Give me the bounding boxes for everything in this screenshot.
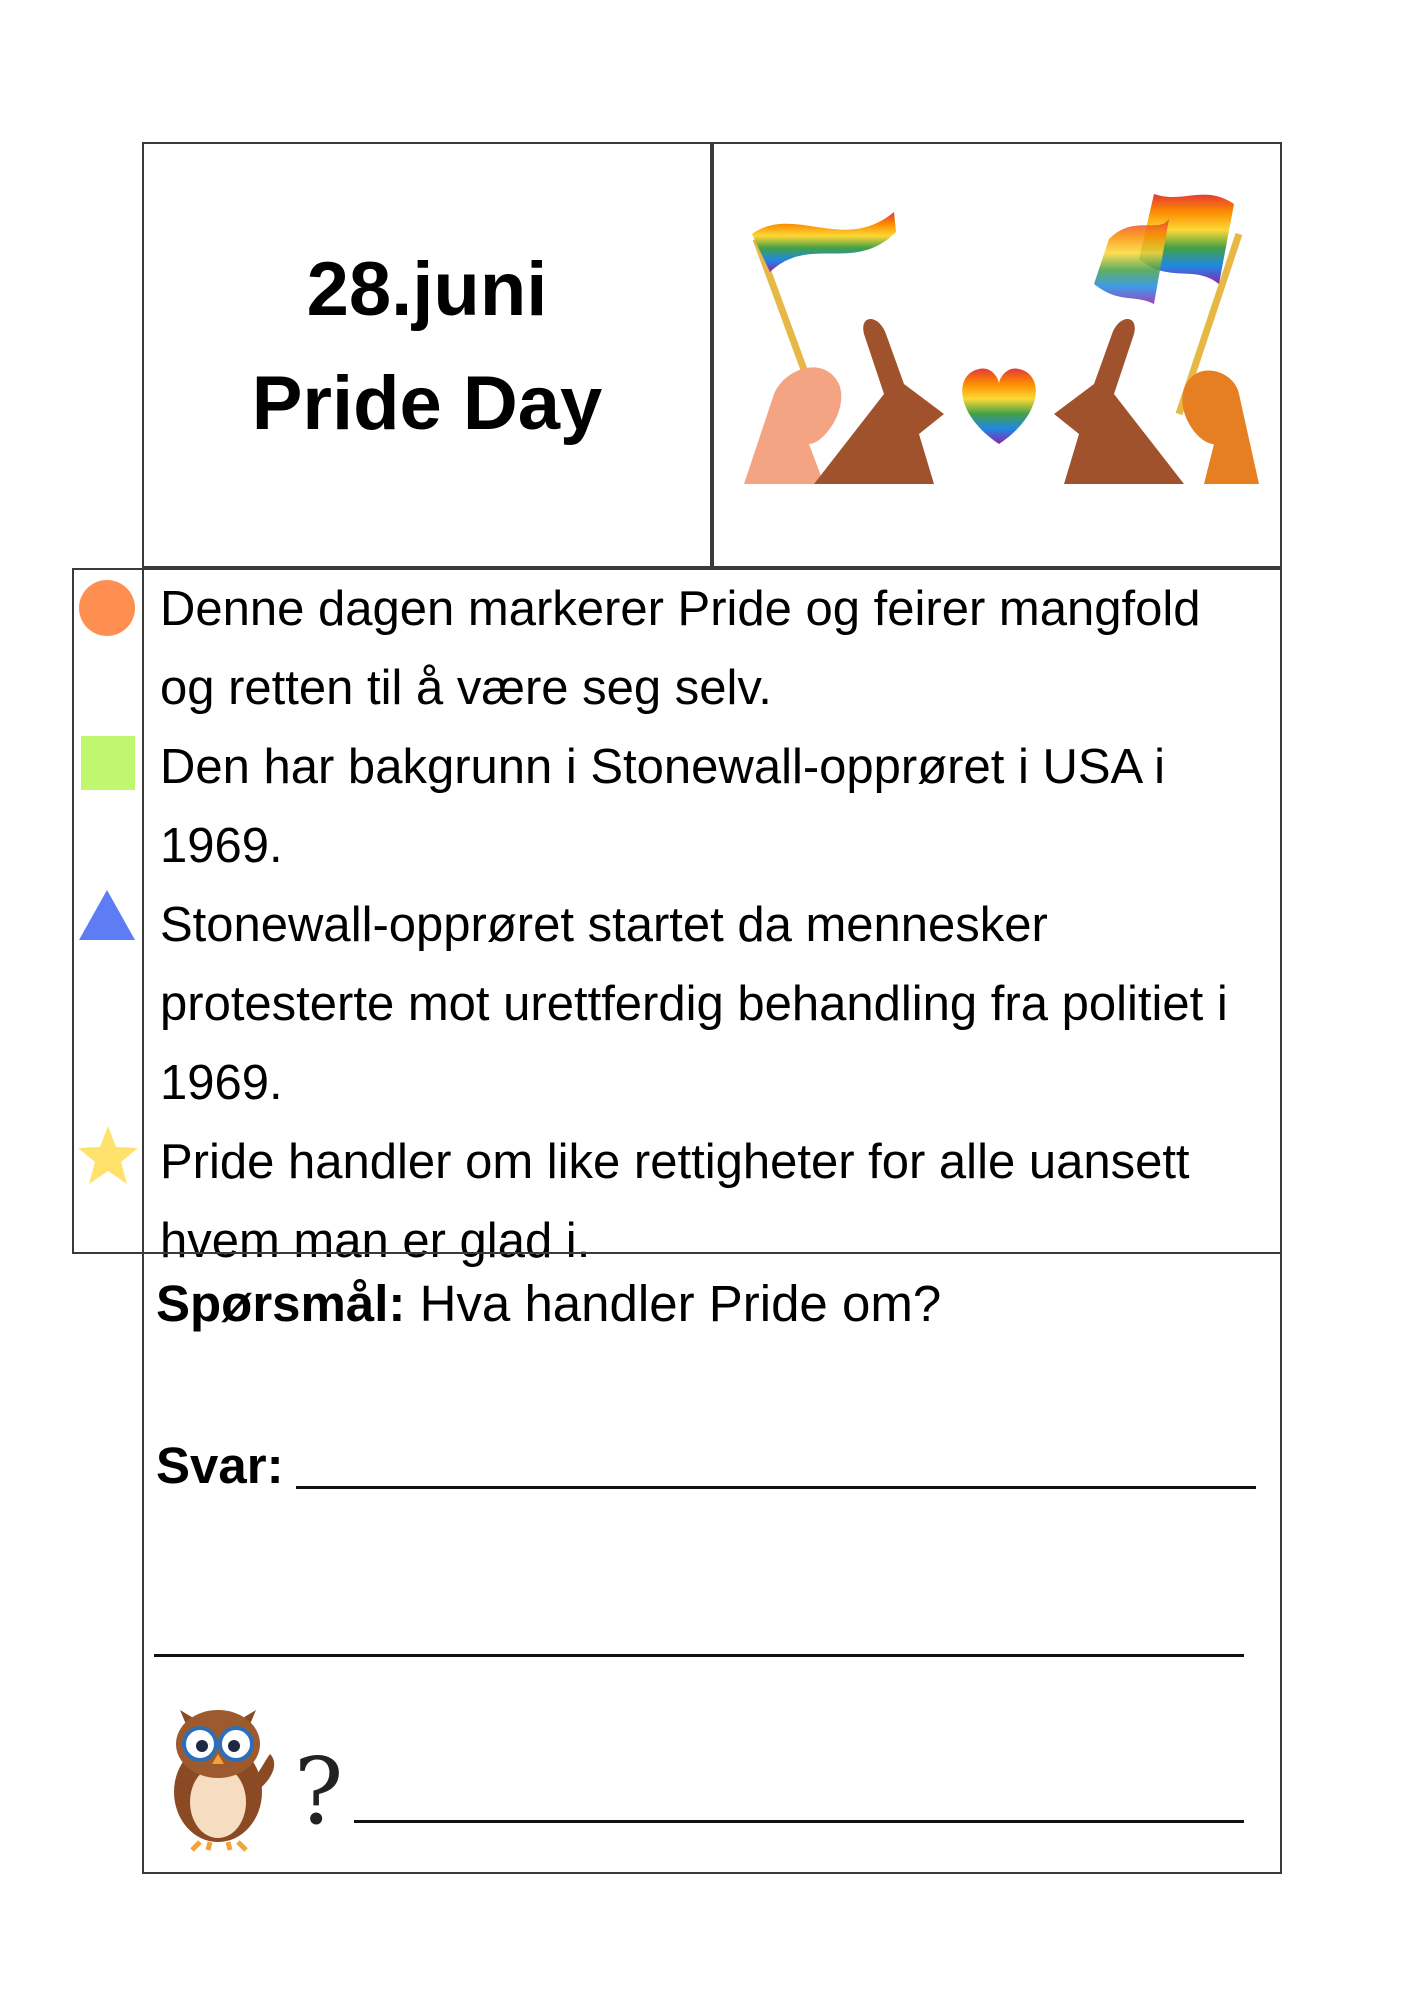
right-fist-icon xyxy=(1182,370,1259,484)
question-box xyxy=(142,1252,1282,1874)
yellow-star-icon xyxy=(77,1124,139,1186)
owl-icon xyxy=(160,1692,290,1852)
pride-illustration-box xyxy=(712,142,1282,568)
left-fist-icon xyxy=(744,367,841,484)
question-line xyxy=(156,1274,941,1333)
title-box xyxy=(142,142,712,568)
answer-label: Svar: xyxy=(156,1437,284,1494)
rainbow-heart-icon xyxy=(962,369,1036,444)
orange-circle-icon xyxy=(77,578,137,638)
facts-box xyxy=(142,568,1282,1268)
answer-line-2[interactable] xyxy=(154,1654,1244,1657)
blue-triangle-icon xyxy=(77,888,137,942)
right-brown-hand-icon xyxy=(1054,319,1184,484)
fact-text-4: Pride handler om like rettigheter for alle uansett hvem man er glad i. xyxy=(160,1135,1190,1268)
marker-column xyxy=(72,568,144,1254)
answer-line-1[interactable] xyxy=(296,1486,1256,1489)
question-label: Spørsmål: xyxy=(156,1275,406,1332)
answer-line-3[interactable] xyxy=(354,1820,1244,1823)
question-text: Hva handler Pride om? xyxy=(405,1275,942,1332)
green-square-icon xyxy=(81,736,135,790)
owl-question-mark: ? xyxy=(294,1738,344,1845)
answer-line-row xyxy=(156,1436,284,1495)
pride-hands-illustration xyxy=(714,144,1280,566)
date-title: 28.juni xyxy=(306,247,548,332)
fact-text-3: Stonewall-opprøret startet da mennesker protesterte mot urettferdig behandling fra politiet i 1969. xyxy=(160,898,1228,1110)
fact-text-1: Denne dagen markerer Pride og feirer mangfold og retten til å være seg selv. xyxy=(160,582,1201,715)
event-title: Pride Day xyxy=(251,361,603,446)
fact-text-2: Den har bakgrunn i Stonewall-opprøret i USA i 1969. xyxy=(160,740,1166,873)
